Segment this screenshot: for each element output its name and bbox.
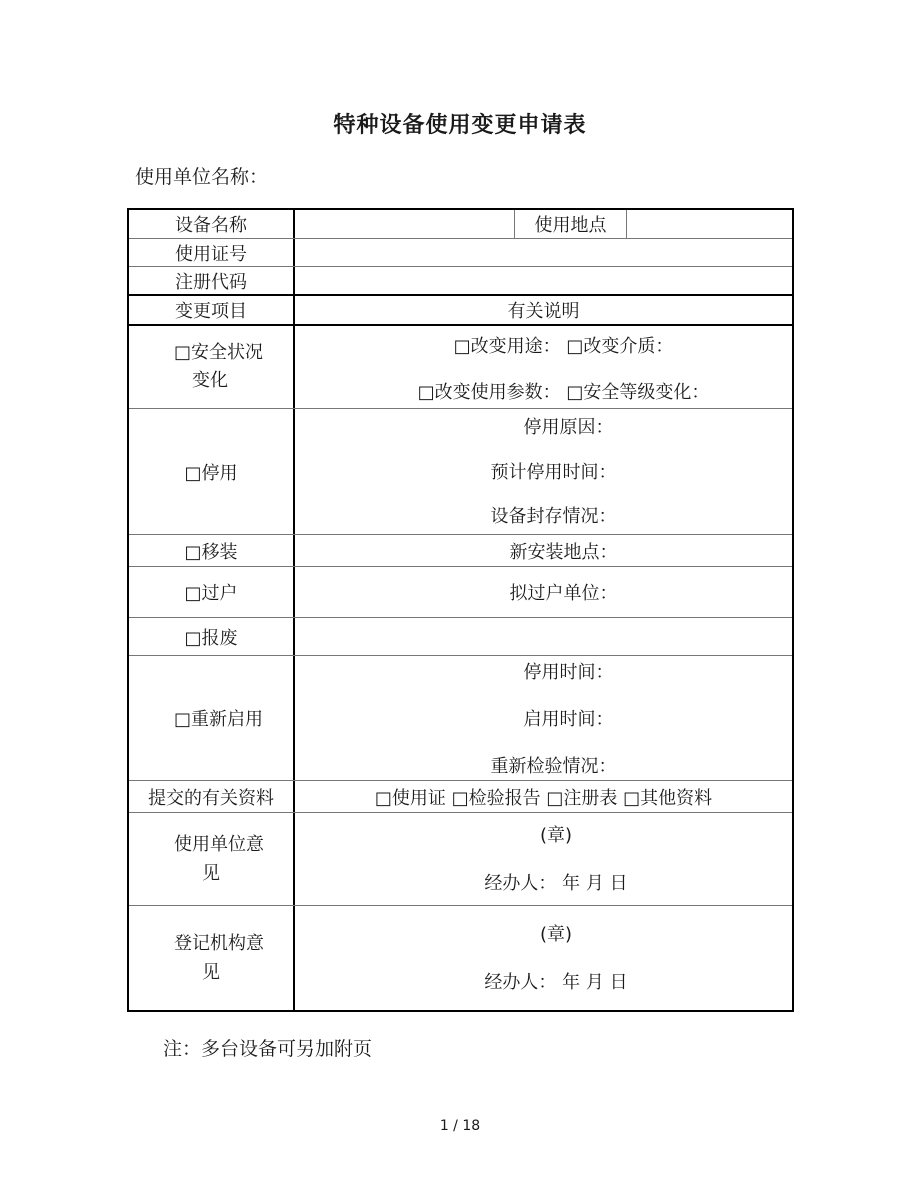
use-cert-no-label: 使用证号 <box>129 239 295 266</box>
registry-opinion-cell[interactable] <box>295 906 792 1010</box>
registry-opinion-label <box>129 906 295 1010</box>
table-row-cert-no <box>129 239 792 267</box>
use-location-label: 使用地点 <box>515 210 627 238</box>
safety-change-opt-2[interactable]: □改变使用参数： □安全等级变化： <box>417 382 710 403</box>
table-row-scrap <box>129 618 792 656</box>
unit-seal-label: (章) <box>539 825 573 846</box>
safety-change-option[interactable] <box>129 326 295 408</box>
page-number: 1 / 18 <box>439 1118 481 1134</box>
unit-opinion-label-1: 使用单位意 <box>174 834 264 855</box>
safety-change-opt-1[interactable]: □改变用途： □改变介质： <box>453 336 674 357</box>
unit-handler-date: 经办人： 年 月 日 <box>484 873 628 894</box>
registry-seal-label: (章) <box>539 924 573 945</box>
device-name-cell <box>295 210 792 238</box>
relocate-option[interactable]: □移装 <box>129 535 295 566</box>
stop-reason-label: 停用原因： <box>523 417 614 438</box>
restart-option[interactable]: □重新启用 <box>129 656 295 780</box>
stop-use-desc <box>295 409 792 534</box>
table-row-restart <box>129 656 792 781</box>
transfer-option[interactable]: □过户 <box>129 567 295 617</box>
new-location-label: 新安装地点： <box>509 541 618 563</box>
restart-desc <box>295 656 792 780</box>
new-unit-label: 拟过户单位： <box>509 583 618 604</box>
submitted-docs-options[interactable]: □使用证 □检验报告 □注册表 □其他资料 <box>374 787 713 809</box>
registry-handler-date: 经办人： 年 月 日 <box>484 972 628 993</box>
table-row-header <box>129 296 792 326</box>
unit-opinion-cell[interactable] <box>295 813 792 905</box>
unit-opinion-label <box>129 813 295 905</box>
use-location-value[interactable] <box>627 210 792 238</box>
scrap-option[interactable]: □报废 <box>129 618 295 655</box>
table-row-stop-use <box>129 409 792 535</box>
restart-time-label: 启用时间： <box>523 709 614 730</box>
registry-opinion-label-2: 见 <box>202 962 220 983</box>
safety-change-desc <box>295 326 792 408</box>
reg-code-label: 注册代码 <box>129 267 295 294</box>
table-row-reg-code <box>129 267 792 296</box>
scrap-desc[interactable] <box>295 618 792 655</box>
stop-use-option[interactable]: □停用 <box>129 409 295 534</box>
sealing-status-label: 设备封存情况： <box>490 506 617 527</box>
table-row-safety-change <box>129 326 792 409</box>
use-cert-no-value[interactable] <box>295 239 792 266</box>
submitted-docs-label: 提交的有关资料 <box>129 781 295 812</box>
expected-stop-time-label: 预计停用时间： <box>490 461 617 483</box>
unit-name-label: 使用单位名称： <box>135 166 269 188</box>
related-desc-header: 有关说明 <box>507 301 580 322</box>
device-name-label: 设备名称 <box>129 210 295 238</box>
table-row-device-name <box>129 210 792 239</box>
device-name-value[interactable] <box>295 210 515 238</box>
unit-opinion-label-2: 见 <box>202 863 220 884</box>
safety-change-label-1: □安全状况 <box>174 342 264 363</box>
stop-time-label: 停用时间： <box>523 662 614 683</box>
table-row-unit-opinion <box>129 813 792 906</box>
table-row-transfer <box>129 567 792 618</box>
table-row-submitted <box>129 781 792 813</box>
form-title: 特种设备使用变更申请表 <box>333 113 587 138</box>
footnote: 注：多台设备可另加附页 <box>163 1038 373 1060</box>
registry-opinion-label-1: 登记机构意 <box>174 933 264 954</box>
reg-code-value[interactable] <box>295 267 792 294</box>
change-application-table <box>127 208 794 1012</box>
change-item-header: 变更项目 <box>129 296 295 324</box>
safety-change-label-2: 变化 <box>192 370 228 391</box>
table-row-registry-opinion <box>129 906 792 1010</box>
table-row-relocate <box>129 535 792 567</box>
reinspection-label: 重新检验情况： <box>490 756 617 777</box>
